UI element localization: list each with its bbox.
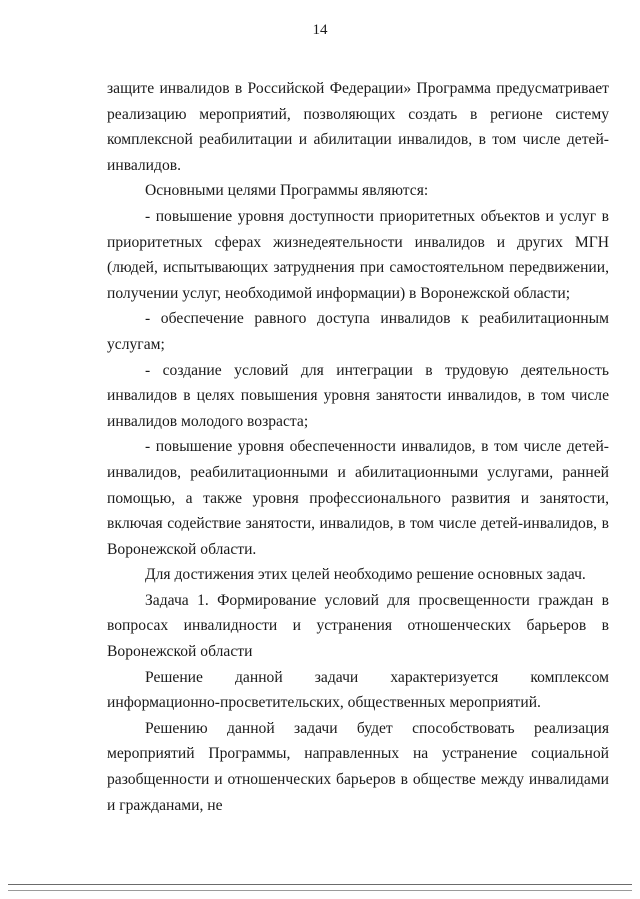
document-body bbox=[107, 76, 609, 818]
paragraph-4: - обеспечение равного доступа инвалидов к реабилитационным услугам; bbox=[107, 310, 609, 353]
paragraph-7: Для достижения этих целей необходимо решение основных задач. bbox=[145, 566, 586, 584]
paragraph-9: Решение данной задачи характеризуется комплексом информационно-просветительских, общественных мероприятий. bbox=[107, 668, 609, 712]
paragraph-1: защите инвалидов в Российской Федерации» Программа предусматривает реализацию мероприятий, позволяющих создать в регионе систему комплексной реабилитации и абилитации инвалидов, в том числе детей-инвалидов. bbox=[107, 80, 609, 174]
paragraph-6: - повышение уровня обеспеченности инвалидов, в том числе детей-инвалидов, реабилитационными и абилитационными услугами, ранней помощью, а также уровня профессионального развития и занятости, включая содействие занятости, инвалидов, в том числе детей-инвалидов, в Воронежской области. bbox=[107, 438, 609, 558]
bottom-scan-line-2 bbox=[8, 890, 632, 891]
paragraph-2: Основными целями Программы являются: bbox=[145, 182, 429, 200]
paragraph-3: - повышение уровня доступности приоритетных объектов и услуг в приоритетных сферах жизнедеятельности инвалидов и других МГН (людей, испытывающих затруднения при самостоятельном передвижении, получении услуг, необходимой информации) в Воронежской области; bbox=[107, 207, 609, 302]
paragraph-10: Решению данной задачи будет способствовать реализация мероприятий Программы, направленных на устранение социальной разобщенности и отношенческих барьеров в обществе между инвалидами и гражданами, не bbox=[107, 719, 609, 814]
paragraph-8: Задача 1. Формирование условий для просвещенности граждан в вопросах инвалидности и устранения отношенческих барьеров в Воронежской области bbox=[107, 591, 609, 661]
page-number: 14 bbox=[312, 22, 328, 38]
paragraph-5: - создание условий для интеграции в трудовую деятельность инвалидов в целях повышения уровня занятости инвалидов, в том числе инвалидов молодого возраста; bbox=[107, 361, 609, 430]
bottom-scan-line bbox=[8, 884, 632, 885]
